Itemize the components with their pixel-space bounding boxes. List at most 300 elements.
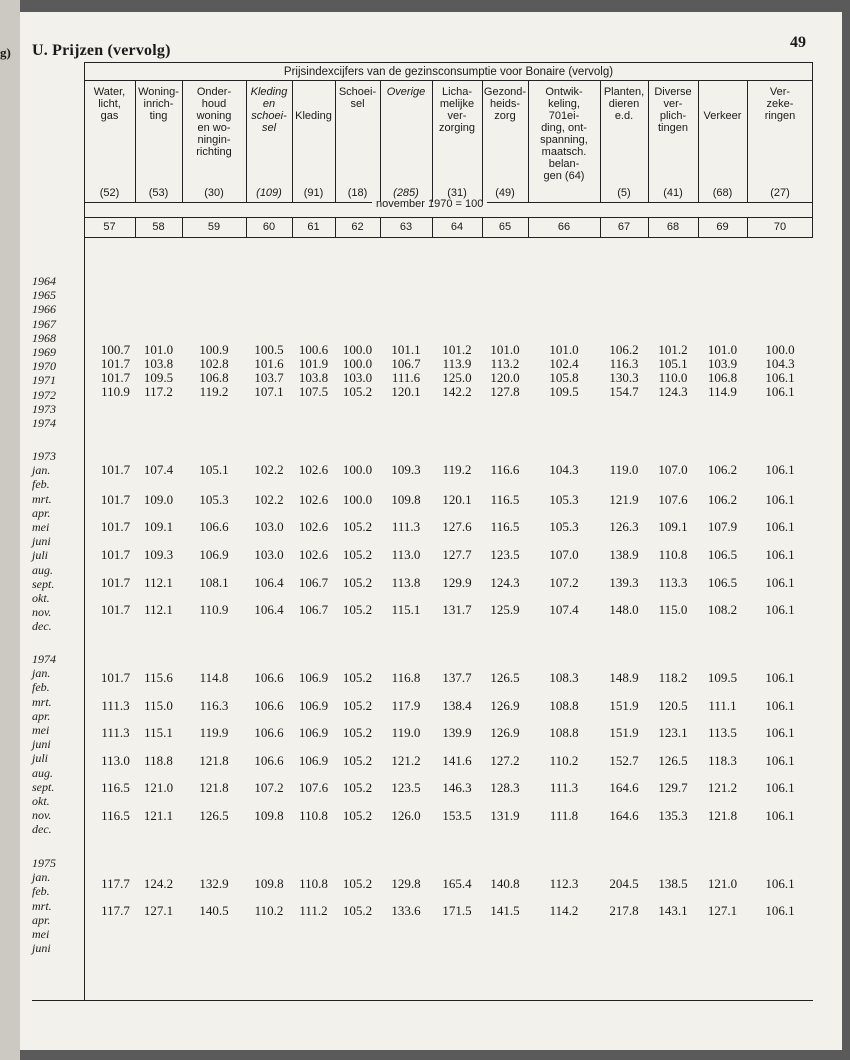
column-header-line: heids- [490, 98, 520, 110]
column-header [699, 86, 746, 122]
table-cell: 113.0 [391, 547, 421, 562]
table-cell: 107.2 [254, 780, 284, 795]
table-cell: 171.5 [442, 903, 472, 918]
column-number: 70 [773, 221, 787, 233]
table-cell: 116.5 [490, 492, 520, 507]
table-cell: 112.3 [549, 876, 579, 891]
table-cell: 101.1 [391, 342, 421, 357]
table-cell: 110.9 [199, 602, 229, 617]
column-header-line: spanning, [540, 134, 588, 146]
table-cell: 141.6 [442, 753, 472, 768]
table-cell: 110.8 [658, 547, 688, 562]
table-cell: 127.2 [490, 753, 520, 768]
table-cell: 115.1 [391, 602, 421, 617]
table-cell: 110.2 [549, 753, 579, 768]
table-cell: 106.8 [707, 370, 738, 385]
table-cell: 101.6 [254, 356, 284, 371]
table-cell: 113.8 [391, 575, 421, 590]
table-cell: 100.9 [199, 342, 229, 357]
stub-label: 1974 [32, 652, 56, 666]
table-cell: 106.9 [199, 547, 229, 562]
table-cell: 113.0 [101, 753, 130, 768]
table-cell: 116.5 [101, 808, 130, 823]
table-cell: 101.7 [100, 519, 131, 534]
stub-group [32, 274, 56, 430]
table-cell: 105.2 [342, 808, 373, 823]
table-cell: 101.7 [100, 492, 131, 507]
table-cell: 115.1 [144, 725, 173, 740]
column-header-line: ding, ont- [541, 122, 587, 134]
table-cell: 119.0 [609, 462, 639, 477]
table-cell: 127.6 [442, 519, 472, 534]
table-cell: 117.2 [144, 384, 173, 399]
table-cell: 108.1 [199, 575, 229, 590]
table-cell: 124.2 [143, 876, 174, 891]
table-cell: 121.9 [609, 492, 639, 507]
table-cell: 117.7 [101, 876, 130, 891]
table-cell: 106.9 [298, 725, 329, 740]
stub-label: mei [32, 927, 50, 942]
table-cell: 103.7 [254, 370, 284, 385]
stub-label: feb. [32, 884, 50, 899]
table-cell: 106.1 [765, 462, 795, 477]
table-cell: 101.7 [100, 356, 131, 371]
table-cell: 105.2 [342, 725, 373, 740]
table-cell: 106.1 [765, 780, 795, 795]
table-cell: 111.3 [101, 725, 130, 740]
table-cell: 105.2 [342, 903, 373, 918]
column-header [136, 86, 181, 122]
table-cell: 121.1 [143, 808, 174, 823]
table-cell: 105.2 [342, 753, 373, 768]
table-cell: 107.0 [549, 547, 579, 562]
table-cell: 101.9 [298, 356, 329, 371]
table-cell: 126.5 [490, 670, 520, 685]
table-cell: 126.5 [199, 808, 229, 823]
table-cell: 105.2 [342, 602, 373, 617]
footer-rule [32, 1000, 813, 1001]
stub-label: apr. [32, 708, 51, 723]
adjacent-page-text: g) [0, 45, 11, 60]
table-cell: 102.6 [298, 492, 329, 507]
stub-group [32, 449, 56, 634]
table-cell: 107.6 [658, 492, 688, 507]
stub-label: juli [32, 548, 49, 563]
stub-label: 1973 [32, 401, 56, 416]
table-cell: 121.8 [199, 780, 229, 795]
numbers-rule-top [84, 217, 813, 218]
table-cell: 103.8 [298, 370, 329, 385]
stub-label: mei [32, 723, 50, 738]
stub-label: feb. [32, 680, 50, 695]
table-cell: 114.2 [549, 903, 579, 918]
column-header-line: sel [350, 98, 365, 110]
table-cell: 127.7 [442, 547, 472, 562]
stub-label: juni [32, 941, 51, 956]
table-cell: 106.1 [765, 547, 795, 562]
table-cell: 116.5 [101, 780, 130, 795]
column-header-line: ningin- [197, 134, 231, 146]
column-header [247, 86, 291, 134]
column-number: 57 [103, 221, 116, 233]
table-cell: 123.5 [391, 780, 421, 795]
table-cell: 108.8 [549, 725, 579, 740]
document-page [20, 12, 842, 1050]
table-cell: 106.1 [765, 575, 795, 590]
column-header-line: Gezond- [483, 86, 527, 98]
chapter-title: U. Prijzen (vervolg) [32, 42, 171, 59]
column-header-line: Onder- [196, 86, 232, 98]
stub-label: aug. [32, 562, 53, 577]
column-weight: (41) [663, 187, 683, 199]
column-header-line: 701ei- [548, 110, 580, 122]
table-cell: 106.6 [254, 753, 284, 768]
table-title: Prijsindexcijfers van de gezinsconsumptie voor Bonaire (vervolg) [283, 66, 614, 78]
stub-label: juli [32, 751, 49, 766]
table-cell: 141.5 [490, 903, 520, 918]
table-cell: 108.8 [549, 698, 579, 713]
column-header-line: inrich- [143, 98, 174, 110]
table-cell: 106.1 [765, 725, 795, 740]
table-cell: 111.6 [391, 370, 421, 385]
column-header-line: belan- [548, 158, 580, 170]
column-header [433, 86, 481, 134]
column-header [381, 86, 431, 98]
column-weight: (18) [347, 187, 368, 199]
table-cell: 105.1 [658, 356, 688, 371]
table-cell: 164.6 [609, 808, 639, 823]
stub-label: okt. [32, 794, 50, 809]
table-cell: 106.2 [707, 492, 738, 507]
table-cell: 204.5 [609, 876, 639, 891]
table-cell: 101.0 [490, 342, 520, 357]
table-cell: 109.0 [143, 492, 174, 507]
stub-label: jan. [32, 463, 51, 478]
stub-label: 1966 [32, 302, 56, 317]
adjacent-page-strip [0, 0, 20, 1060]
column-weight: (91) [303, 187, 324, 199]
stub-label: juni [32, 534, 51, 549]
column-header-line: sel [261, 122, 277, 134]
table-cell: 114.9 [708, 384, 737, 399]
table-cell: 109.1 [658, 519, 688, 534]
table-cell: 117.9 [391, 698, 421, 713]
table-cell: 107.6 [298, 780, 329, 795]
table-cell: 121.8 [199, 753, 229, 768]
table-cell: 101.2 [658, 342, 688, 357]
table-cell: 105.2 [342, 780, 373, 795]
table-cell: 101.0 [707, 342, 738, 357]
table-cell: 104.3 [549, 462, 579, 477]
table-cell: 115.0 [658, 602, 688, 617]
stub-label: aug. [32, 765, 53, 780]
table-cell: 111.3 [549, 780, 579, 795]
table-cell: 106.1 [765, 808, 795, 823]
column-header-line: Woning- [138, 86, 179, 98]
table-cell: 125.9 [490, 602, 520, 617]
table-cell: 131.7 [442, 602, 472, 617]
stub-label: sept. [32, 576, 55, 591]
table-cell: 126.9 [490, 698, 520, 713]
table-cell: 105.2 [342, 670, 373, 685]
table-cell: 112.1 [144, 575, 173, 590]
table-cell: 111.2 [299, 903, 328, 918]
table-cell: 101.7 [100, 670, 131, 685]
column-header [483, 86, 527, 122]
stub-label: feb. [32, 477, 50, 492]
stub-label: mrt. [32, 491, 52, 506]
table-cell: 106.7 [391, 356, 421, 371]
stub-group [32, 652, 56, 837]
stub-label: 1970 [32, 359, 56, 374]
table-cell: 106.2 [707, 462, 738, 477]
stub-label: mei [32, 520, 50, 535]
stub-label: nov. [32, 808, 52, 823]
table-cell: 106.6 [199, 519, 229, 534]
table-cell: 110.9 [101, 384, 130, 399]
table-cell: 138.4 [442, 698, 472, 713]
column-header-line: zorging [438, 122, 476, 134]
base-label: november 1970 = 100 [372, 198, 487, 210]
table-cell: 129.7 [658, 780, 688, 795]
column-header-line: Ontwik- [545, 86, 583, 98]
column-weight: (285) [393, 187, 419, 199]
column-header-line: ver- [447, 110, 467, 122]
table-cell: 112.1 [144, 602, 173, 617]
table-cell: 126.9 [490, 725, 520, 740]
table-cell: 106.1 [765, 670, 795, 685]
column-header [85, 86, 134, 122]
table-cell: 100.0 [342, 342, 373, 357]
column-header-line: zeke- [766, 98, 794, 110]
table-cell: 129.8 [391, 876, 421, 891]
stub-label: mrt. [32, 898, 52, 913]
stub-label: mrt. [32, 694, 52, 709]
table-cell: 100.0 [765, 342, 795, 357]
column-number: 63 [399, 221, 413, 233]
table-cell: 101.7 [100, 602, 131, 617]
column-header-line: en [262, 98, 276, 110]
table-cell: 107.9 [707, 519, 738, 534]
table-cell: 100.0 [342, 462, 373, 477]
table-cell: 105.8 [549, 370, 579, 385]
column-header-line: plich- [659, 110, 687, 122]
table-cell: 109.5 [143, 370, 174, 385]
stub-label: 1964 [32, 274, 56, 288]
table-cell: 103.0 [254, 519, 284, 534]
table-cell: 120.1 [391, 384, 421, 399]
column-header-line: tingen [658, 122, 688, 134]
column-header [529, 86, 599, 182]
column-weight: (49) [495, 187, 515, 199]
table-cell: 126.3 [609, 519, 639, 534]
table-cell: 126.5 [658, 753, 688, 768]
table-cell: 119.9 [199, 725, 229, 740]
table-cell: 121.0 [707, 876, 738, 891]
table-cell: 113.2 [490, 356, 520, 371]
table-cell: 105.2 [342, 575, 373, 590]
column-header-line: ting [149, 110, 168, 122]
column-header-line: gas [100, 110, 119, 122]
table-cell: 105.2 [342, 698, 373, 713]
table-cell: 133.6 [391, 903, 421, 918]
table-cell: 138.9 [609, 547, 639, 562]
stub-rule [84, 238, 85, 1000]
table-cell: 116.3 [609, 356, 639, 371]
table-cell: 127.1 [707, 903, 738, 918]
table-cell: 115.0 [144, 698, 173, 713]
column-number: 68 [666, 221, 680, 233]
column-header-line: woning [196, 110, 232, 122]
table-cell: 140.5 [199, 903, 229, 918]
table-cell: 130.3 [609, 370, 639, 385]
table-cell: 151.9 [609, 698, 639, 713]
table-cell: 120.5 [658, 698, 688, 713]
table-cell: 142.2 [442, 384, 472, 399]
table-cell: 121.8 [707, 808, 738, 823]
table-cell: 105.2 [342, 519, 373, 534]
column-header-line: ver- [663, 98, 683, 110]
stub-label: 1972 [32, 387, 56, 402]
column-header-line: Kleding [250, 86, 288, 98]
column-weight: (27) [770, 187, 790, 199]
table-cell: 110.0 [658, 370, 688, 385]
column-number: 65 [498, 221, 512, 233]
table-cell: 108.2 [707, 602, 738, 617]
table-cell: 119.0 [391, 725, 421, 740]
column-number: 58 [152, 221, 165, 233]
table-cell: 137.7 [442, 670, 472, 685]
stub-label: 1973 [32, 449, 56, 463]
table-cell: 100.0 [342, 356, 373, 371]
table-cell: 106.1 [765, 370, 795, 385]
column-header [293, 86, 334, 122]
column-header-line: richting [196, 146, 232, 158]
table-cell: 109.3 [143, 547, 174, 562]
table-cell: 110.2 [254, 903, 284, 918]
table-cell: 106.7 [298, 602, 329, 617]
column-number: 64 [450, 221, 464, 233]
table-cell: 106.8 [199, 370, 229, 385]
table-cell: 126.0 [391, 808, 421, 823]
table-cell: 108.3 [549, 670, 579, 685]
column-header [183, 86, 245, 158]
table-cell: 111.1 [708, 698, 737, 713]
column-header-line: Overige [386, 86, 426, 98]
table-cell: 107.1 [254, 384, 284, 399]
stub-label: juni [32, 737, 51, 752]
table-cell: 106.1 [765, 698, 795, 713]
table-cell: 118.2 [658, 670, 688, 685]
table-cell: 109.8 [254, 876, 284, 891]
table-cell: 123.5 [490, 547, 520, 562]
table-cell: 109.1 [143, 519, 174, 534]
stub-label: nov. [32, 605, 52, 620]
table-cell: 139.3 [609, 575, 639, 590]
table-cell: 103.9 [707, 356, 738, 371]
table-cell: 121.2 [707, 780, 738, 795]
table-cell: 105.2 [342, 876, 373, 891]
table-cell: 102.6 [298, 547, 329, 562]
table-cell: 106.1 [765, 602, 795, 617]
table-cell: 118.8 [144, 753, 173, 768]
table-cell: 116.6 [490, 462, 520, 477]
table-cell: 110.8 [299, 808, 328, 823]
column-weight: (5) [617, 187, 631, 199]
stub-label: apr. [32, 912, 51, 927]
table-cell: 101.0 [549, 342, 579, 357]
table-cell: 121.2 [391, 753, 421, 768]
column-number: 66 [557, 221, 571, 233]
column-number: 61 [307, 221, 320, 233]
table-cell: 100.6 [298, 342, 329, 357]
column-header-line: Water, [93, 86, 126, 98]
table-cell: 109.8 [254, 808, 284, 823]
table-cell: 131.9 [490, 808, 520, 823]
column-number: 60 [262, 221, 276, 233]
table-cell: 107.4 [143, 462, 174, 477]
table-cell: 116.8 [391, 670, 421, 685]
column-weight: (30) [204, 187, 224, 199]
table-cell: 120.0 [490, 370, 520, 385]
table-cell: 106.1 [765, 876, 795, 891]
table-cell: 152.7 [609, 753, 639, 768]
table-cell: 105.2 [342, 547, 373, 562]
table-cell: 103.0 [254, 547, 284, 562]
table-cell: 111.3 [101, 698, 130, 713]
column-header [649, 86, 697, 134]
table-cell: 103.8 [143, 356, 174, 371]
table-cell: 101.7 [100, 547, 131, 562]
table-cell: 106.1 [765, 384, 795, 399]
table-cell: 106.5 [707, 547, 738, 562]
table-cell: 111.3 [391, 519, 421, 534]
table-cell: 139.9 [442, 725, 472, 740]
stub-label: 1967 [32, 316, 56, 331]
stub-label: jan. [32, 870, 51, 885]
table-cell: 106.1 [765, 753, 795, 768]
table-cell: 125.0 [442, 370, 472, 385]
table-cell: 104.3 [765, 356, 795, 371]
column-header-line: houd [201, 98, 227, 110]
table-cell: 107.0 [658, 462, 688, 477]
column-header [748, 86, 812, 122]
table-cell: 132.9 [199, 876, 229, 891]
table-cell: 115.6 [144, 670, 173, 685]
table-cell: 143.1 [658, 903, 688, 918]
stub-label: sept. [32, 779, 55, 794]
table-cell: 107.5 [298, 384, 329, 399]
table-cell: 109.3 [391, 462, 421, 477]
table-cell: 105.3 [199, 492, 229, 507]
title-rule [84, 80, 813, 81]
column-number: 69 [716, 221, 729, 233]
table-cell: 124.3 [658, 384, 688, 399]
column-header-line: en wo- [197, 122, 231, 134]
table-cell: 105.1 [199, 462, 229, 477]
column-header-line: gen (64) [543, 170, 585, 182]
table-cell: 105.3 [549, 519, 579, 534]
table-cell: 165.4 [442, 876, 472, 891]
column-header-line: schoei- [251, 110, 287, 122]
table-cell: 119.2 [199, 384, 229, 399]
table-cell: 105.3 [549, 492, 579, 507]
column-header-line: Ver- [769, 86, 791, 98]
column-rule [380, 80, 381, 202]
table-cell: 106.9 [298, 753, 329, 768]
table-cell: 146.3 [442, 780, 472, 795]
column-header-line: maatsch. [541, 146, 587, 158]
